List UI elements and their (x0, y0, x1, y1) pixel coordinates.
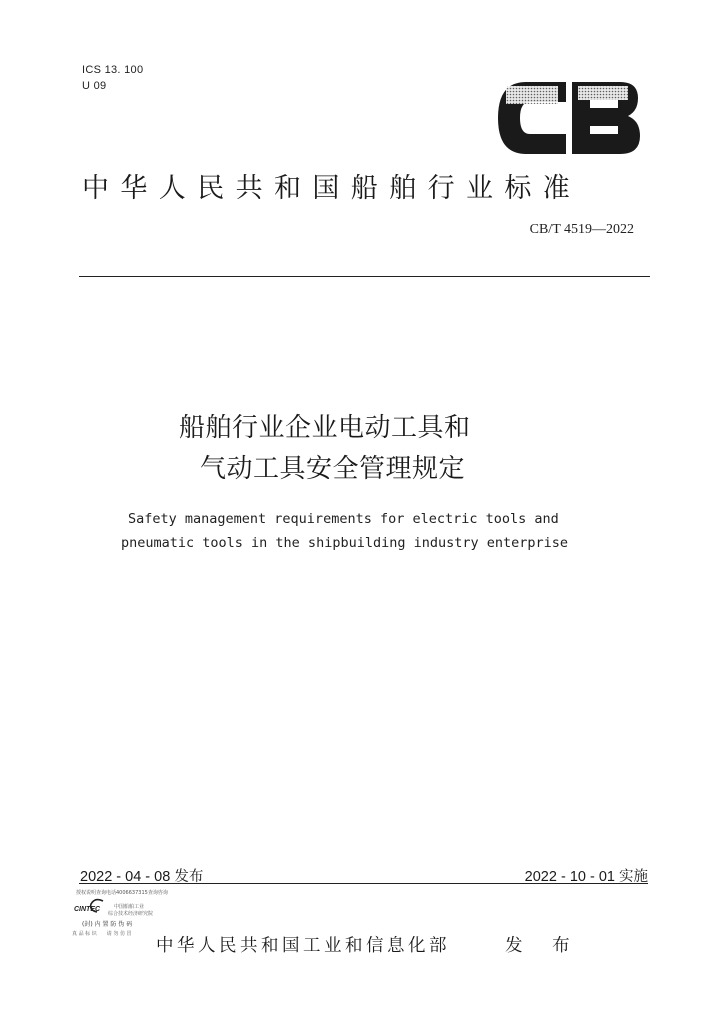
document-title-zh-line1: 船舶行业企业电动工具和 (179, 413, 471, 443)
cintec-logo (73, 898, 107, 916)
document-title-en-line1: Safety management requirements for electric tools and (128, 511, 559, 527)
bottom-divider (79, 883, 648, 884)
cb-logo (494, 78, 642, 158)
top-divider (79, 276, 650, 277)
publish-label: 发 布 (505, 936, 582, 956)
standard-number: CB/T 4519—2022 (529, 222, 634, 237)
ics-code: ICS 13. 100 (82, 64, 144, 76)
cintec-org-line2: 综合技术经济研究院 (108, 911, 154, 917)
document-title-zh-line2: 气动工具安全管理规定 (200, 454, 466, 484)
publisher-name: 中华人民共和国工业和信息化部 (156, 936, 450, 956)
anticounterfeit-label: (封) 内 置 防 伪 码 (82, 921, 133, 928)
cintec-logo-text: CINTEC (74, 906, 101, 913)
authenticity-fine-print: 真 品 标 识 请 勿 仿 冒 (72, 931, 132, 937)
document-title-en-line2: pneumatic tools in the shipbuilding industry enterprise (121, 535, 569, 551)
cintec-org-line1: 中国船舶工业 (114, 904, 145, 910)
issue-date: 2022 - 04 - 08 发布 (80, 869, 204, 885)
verification-note: 授权说明查询电话4006637315查询咨询 (76, 890, 168, 896)
standard-category-title: 中华人民共和国船舶行业标准 (82, 173, 582, 204)
ccs-code: U 09 (82, 80, 107, 92)
implementation-date: 2022 - 10 - 01 实施 (524, 869, 648, 885)
